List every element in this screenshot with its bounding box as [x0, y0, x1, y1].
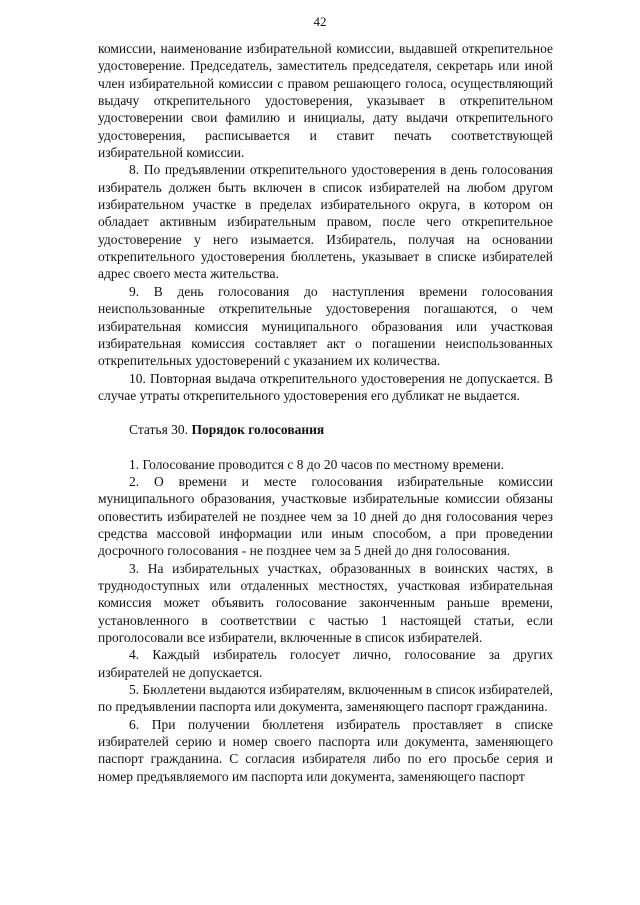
- page-number: 42: [313, 14, 327, 29]
- article-heading: [98, 421, 553, 438]
- paragraph-item-2: 2. О времени и месте голосования избирательные комиссии муниципального образования, участковые избирательные комиссии обязаны оповестить избирателей не позднее чем за 10 дней до дня голосования через средства массовой информации или иным способом, а при проведении досрочного голосования - не позднее чем за 5 дней до дня голосования.: [98, 473, 553, 559]
- article-title: Порядок голосования: [191, 422, 325, 438]
- paragraph-item-8: 8. По предъявлении открепительного удостоверения в день голосования избиратель должен быть включен в список избирателей на любом другом избирательном участке в пределах избирательного округа, в котором он обладает активным избирательным правом, после чего открепительное удостоверение у него изымается. Избиратель, получая на основании открепительного удостоверения бюллетень, указывает в списке избирателей адрес своего места жительства.: [98, 162, 553, 282]
- paragraph-item-6: 6. При получении бюллетеня избиратель проставляет в списке избирателей серию и номер своего паспорта или документа, заменяющего паспорт гражданина. С согласия избирателя либо по его просьбе серия и номер предъявляемого им паспорта или документа, заменяющего паспорт: [98, 716, 553, 784]
- page-content: [98, 40, 553, 785]
- paragraph-item-10: 10. Повторная выдача открепительного удостоверения не допускается. В случае утраты открепительного удостоверения его дубликат не выдается.: [98, 370, 553, 403]
- paragraph-item-1: 1. Голосование проводится с 8 до 20 часов по местному времени.: [129, 456, 504, 472]
- paragraph-continuation: комиссии, наименование избирательной комиссии, выдавшей открепительное удостоверение. Председатель, заместитель председателя, секретарь или иной член избирательной комиссии с правом решающего голоса, осуществляющий выдачу открепительного удостоверения, указывает в открепительном удостоверении свои фамилию и инициалы, дату выдачи открепительного удостоверения, расписывается и ставит печать соответствующей избирательной комиссии.: [98, 41, 553, 161]
- article-label: Статья 30.: [129, 422, 189, 438]
- paragraph-item-4: 4. Каждый избиратель голосует лично, голосование за других избирателей не допускается.: [98, 647, 553, 680]
- paragraph-item-3: 3. На избирательных участках, образованных в воинских частях, в труднодоступных или отдаленных местностях, участковая избирательная комиссия может объявить голосование законченным раньше времени, установленного в соответствии с частью 1 настоящей статьи, если проголосовали все избиратели, включенные в список избирателей.: [98, 560, 553, 645]
- paragraph-item-5: 5. Бюллетени выдаются избирателям, включенным в список избирателей, по предъявлении паспорта или документа, заменяющего паспорт гражданина.: [98, 682, 553, 715]
- paragraph-item-9: 9. В день голосования до наступления времени голосования неиспользованные открепительные удостоверения погашаются, о чем избирательная комиссия муниципального образования или участковая избирательная комиссия составляет акт о погашении неиспользованных открепительных удостоверений с указанием их количества.: [98, 283, 553, 369]
